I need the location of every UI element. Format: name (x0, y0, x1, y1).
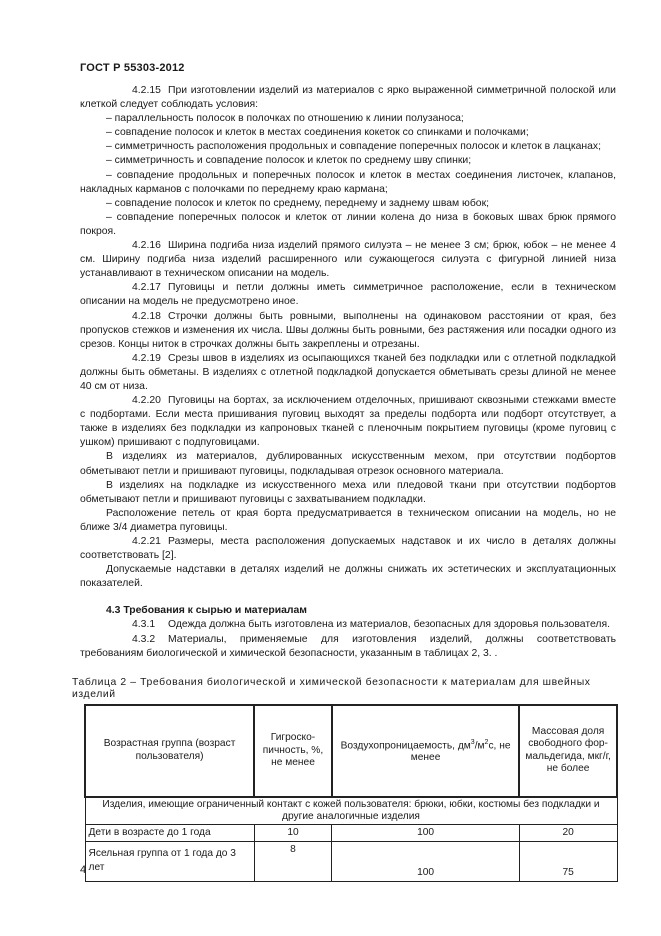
clause-text: – параллельность полосок в полочках по отношению к линии полузаноса; (106, 113, 464, 125)
clause-paragraph (80, 169, 616, 197)
clause-text: Материалы, применяемые для изготовления изделий, должны соответствовать требованиям биологической и химической безопасности, указанным в таблицах 2, 3. . (80, 633, 616, 659)
clause-text: Срезы швов в изделиях из осыпающихся тканей без подкладки или с отлетной подкладкой должны быть обметаны. В изделиях с отлетной подкладкой допускается обметывать срезы длиной не менее 40 см от низа. (80, 352, 616, 392)
clause-text: – совпадение полосок и клеток по среднему, переднему и заднему швам юбок; (106, 197, 489, 209)
clause-paragraph (80, 140, 616, 154)
header-age-group: Возрастная группа (возраст пользователя) (85, 705, 254, 797)
header-air-sup-2: 2 (484, 738, 489, 746)
document-header: ГОСТ Р 55303-2012 (80, 62, 185, 74)
table-caption: Таблица 2 – Требования биологической и химической безопасности к материалам для швейных изделий (72, 676, 591, 700)
clause-paragraph (80, 479, 616, 507)
requirements-table (84, 704, 618, 882)
table-cell: 10 (254, 824, 332, 841)
clause-number: 4.2.15 (132, 85, 161, 96)
clause-number: 4.2.16 (132, 240, 161, 252)
table-row (85, 841, 617, 881)
header-formaldehyde: Массовая доля свободного фор-мальдегида, мкг/г, не более (519, 705, 617, 797)
clause-text: При изготовлении изделий из материалов с ярко выраженной симметричной полоской или клеткой следует соблюдать условия: (80, 85, 616, 111)
clause-paragraph (80, 84, 616, 112)
table-cell: 100 (332, 841, 519, 881)
table-cell: 75 (519, 841, 617, 881)
clause-paragraph (80, 535, 616, 563)
clause-number: 4.2.17 (132, 282, 161, 294)
clause-text: Расположение петель от края борта предусматривается в техническом описании на модель, но не ближе 3/4 диаметра пуговицы. (80, 507, 616, 533)
clause-text: Пуговицы на бортах, за исключением отделочных, пришивают сквозными стежками вместе с подбортами. Если места пришивания пуговиц выходят за пределы подборта или подборт отсутствует, а также в изделиях без подкладки из капроновых тканей с пленочным покрытием пуговицы (кроме пуговиц с ушком) пришивают с подпуговицами. (80, 395, 616, 449)
clause-paragraph (80, 507, 616, 535)
table-body (85, 797, 617, 882)
header-air-sup-1: 3 (470, 738, 475, 746)
table-cell: 8 (254, 841, 332, 881)
clause-paragraph (80, 154, 616, 168)
clause-paragraph (80, 126, 616, 140)
table-cell: 100 (332, 824, 519, 841)
table-group-row: Изделия, имеющие ограниченный контакт с кожей пользователя: брюки, юбки, костюмы без подкладки и другие аналогичные изделия (85, 797, 617, 825)
clause-text: – совпадение поперечных полосок и клеток от линии колена до низа в боковых швах брюк прямого покроя. (80, 211, 616, 237)
table-cell: Ясельная группа от 1 года до 3 лет (85, 841, 254, 881)
clause-text: – совпадение продольных и поперечных полосок и клеток в местах соединения листочек, клапанов, накладных карманов с полочками по переднему краю кармана; (80, 169, 616, 195)
clause-paragraph (80, 239, 616, 281)
clause-text: – совпадение полосок и клеток в местах соединения кокеток со спинками и полочками; (106, 127, 529, 139)
clause-paragraph (80, 633, 616, 661)
table-cell: 20 (519, 824, 617, 841)
clause-text: Одежда должна быть изготовлена из материалов, безопасных для здоровья пользователя. (168, 619, 610, 631)
table-row (85, 824, 617, 841)
clause-paragraph (80, 197, 616, 211)
clause-number: 4.3.2 (132, 633, 156, 645)
clause-number: 4.2.19 (132, 352, 161, 364)
clause-text: – симметричность и совпадение полосок и клеток по среднему шву спинки; (106, 155, 472, 167)
clause-paragraph (80, 394, 616, 450)
clause-paragraph (80, 112, 616, 126)
header-air-permeability (332, 705, 519, 797)
clause-number: 4.2.20 (132, 395, 161, 407)
clause-number: 4.3.1 (132, 619, 156, 631)
clause-text: В изделиях на подкладке из искусственного меха или пледовой ткани при отсутствии подбортов обметывают петли и пришивают пуговицы с захватыванием подкладки. (80, 479, 616, 505)
clause-text: – симметричность расположения продольных и совпадение поперечных полосок и клеток в лацканах; (106, 141, 601, 153)
header-air-permeability-text: Воздухопроницаемость, дм (340, 740, 471, 752)
clause-text: Ширина подгиба низа изделий прямого силуэта – не менее 3 см; брюк, юбок – не менее 4 см. Ширину подгиба низа изделий расширенного или сужающегося силуэта с фигурной линией низа устанавливают в техническом описании на модель. (80, 240, 616, 280)
header-hygroscopicity: Гигроско-пичность, %, не менее (254, 705, 332, 797)
clause-text: Пуговицы и петли должны иметь симметричное расположение, если в техническом описании на модель не предусмотрено иное. (80, 282, 616, 308)
clause-paragraph (80, 352, 616, 394)
clause-paragraph (80, 281, 616, 309)
clause-paragraph (80, 211, 616, 239)
page-number: 4 (80, 864, 87, 876)
document-body (72, 84, 616, 882)
clause-number: 4.2.21 (132, 536, 161, 547)
clause-paragraph (80, 310, 616, 352)
clause-text: Допускаемые надставки в деталях изделий не должны снижать их эстетических и эксплуатационных показателей. (80, 564, 616, 590)
header-air-mid: /м (474, 740, 485, 752)
clause-paragraph (80, 563, 616, 591)
clause-number: 4.2.18 (132, 310, 161, 322)
clause-text: Размеры, места расположения допускаемых надставок и их число в деталях должны соответствовать [2]. (80, 536, 616, 562)
table-cell: Дети в возрасте до 1 года (85, 824, 254, 841)
clause-list (80, 84, 616, 591)
section-clause-list (80, 618, 616, 660)
section-title: 4.3 Требования к сырью и материалам (106, 605, 307, 617)
clause-text: Строчки должны быть ровными, выполнены на одинаковом расстоянии от края, без пропусков стежков и изменения их числа. Швы должны быть ровными, без растяжения или посадки одного из срезов. Концы ниток в строчках должны быть закреплены и отрезаны. (80, 310, 616, 350)
clause-paragraph (80, 450, 616, 478)
clause-text: В изделиях из материалов, дублированных искусственным мехом, при отсутствии подбортов обметывают петли и пришивают пуговицы, подкладывая отрезок основного материала. (80, 451, 616, 477)
clause-paragraph (80, 618, 616, 632)
header-air-tail: с, не менее (410, 740, 511, 764)
